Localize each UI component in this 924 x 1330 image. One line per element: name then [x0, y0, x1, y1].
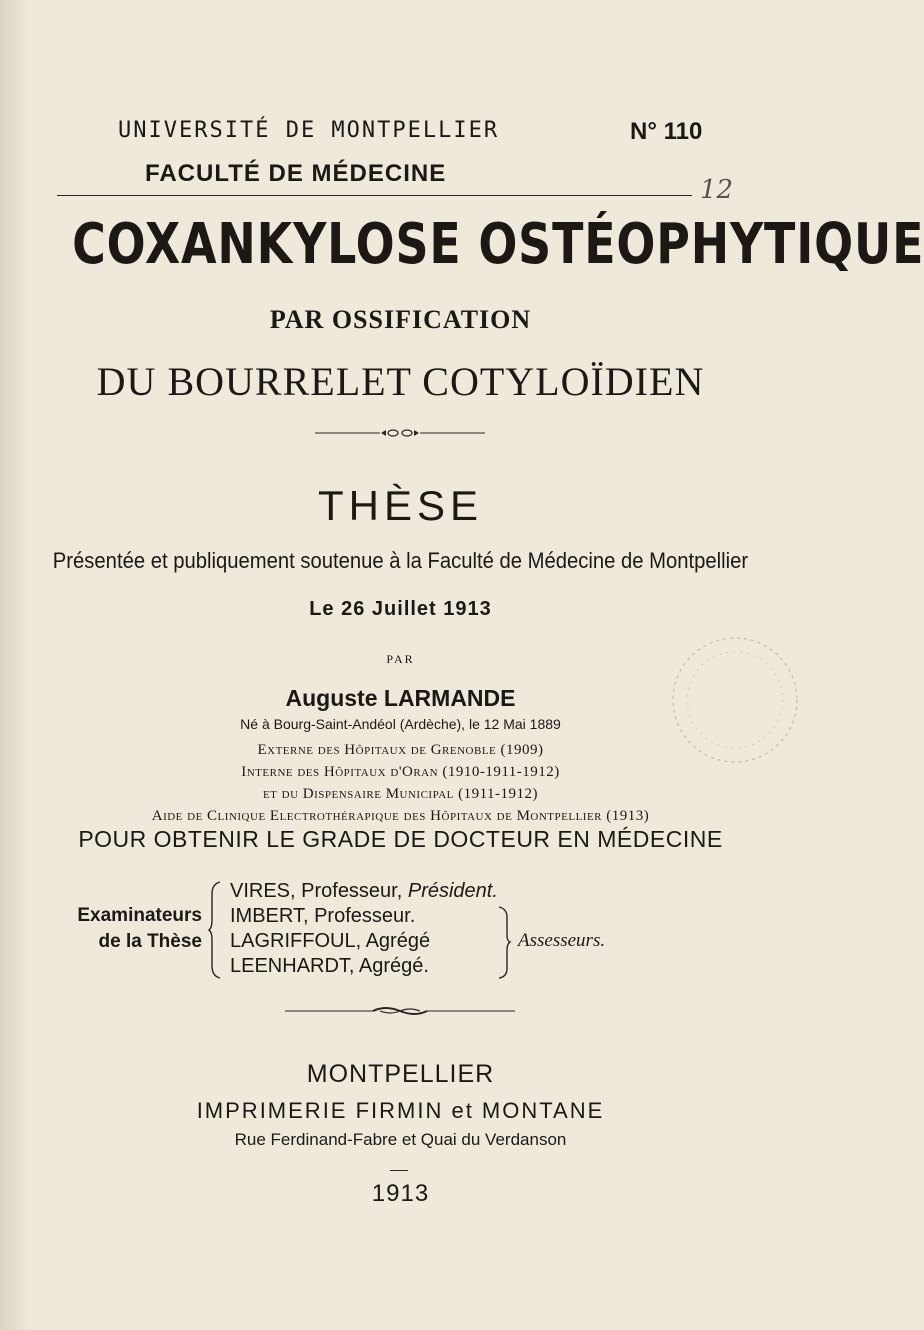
thesis-heading: THÈSE [317, 482, 484, 529]
right-brace [497, 905, 511, 980]
imprint-address: Rue Ferdinand-Fabre et Quai du Verdanson [234, 1130, 567, 1149]
jury-member: LEENHARDT, Agrégé. [230, 955, 429, 977]
title-line-2: PAR OSSIFICATION [269, 305, 532, 334]
imprint-city: MONTPELLIER [306, 1060, 495, 1088]
author-birth: Né à Bourg-Saint-Andéol (Ardèche), le 12 Mai 1889 [240, 716, 561, 732]
handwritten-mark: 12 [700, 175, 734, 205]
ornament-divider [285, 1005, 515, 1017]
author-position: Externe des Hôpitaux de Grenoble (1909) [257, 742, 544, 758]
author-position: et du Dispensaire Municipal (1911-1912) [262, 786, 539, 802]
jury-label: Examinateurs [77, 905, 202, 926]
jury-member-president [230, 880, 498, 903]
thesis-title: COXANKYLOSE OSTÉOPHYTIQUE [72, 212, 924, 277]
faculty-name: FACULTÉ DE MÉDECINE [145, 160, 447, 187]
author-name: Auguste LARMANDE [285, 685, 516, 711]
degree-purpose: POUR OBTENIR LE GRADE DE DOCTEUR EN MÉDECINE [78, 826, 723, 852]
header-rule [57, 195, 692, 196]
left-brace [208, 880, 222, 980]
assessors-label: Assesseurs. [518, 930, 606, 951]
jury-member: IMBERT, Professeur. [230, 905, 416, 927]
thesis-number: N° 110 [630, 118, 703, 145]
imprint-year: 1913 [371, 1180, 430, 1207]
jury-label: de la Thèse [98, 931, 202, 952]
imprint-printer: IMPRIMERIE FIRMIN et MONTANE [196, 1098, 605, 1123]
ornament-divider [315, 428, 485, 438]
presentation-line: Présentée et publiquement soutenue à la Faculté de Médecine de Montpellier [52, 548, 749, 573]
author-position: Interne des Hôpitaux d'Oran (1910-1911-1912) [241, 764, 560, 780]
university-name: UNIVERSITÉ DE MONTPELLIER [118, 118, 500, 143]
author-position: Aide de Clinique Electrothérapique des Hôpitaux de Montpellier (1913) [151, 808, 650, 824]
year-rule [390, 1170, 408, 1171]
par-label: PAR [386, 652, 415, 666]
library-stamp [650, 620, 810, 780]
defense-date: Le 26 Juillet 1913 [309, 598, 492, 620]
title-line-3: DU BOURRELET COTYLOÏDIEN [96, 359, 705, 404]
jury-member: LAGRIFFOUL, Agrégé [230, 930, 431, 952]
jury-member: VIRES, Professeur, Président. [230, 880, 498, 902]
